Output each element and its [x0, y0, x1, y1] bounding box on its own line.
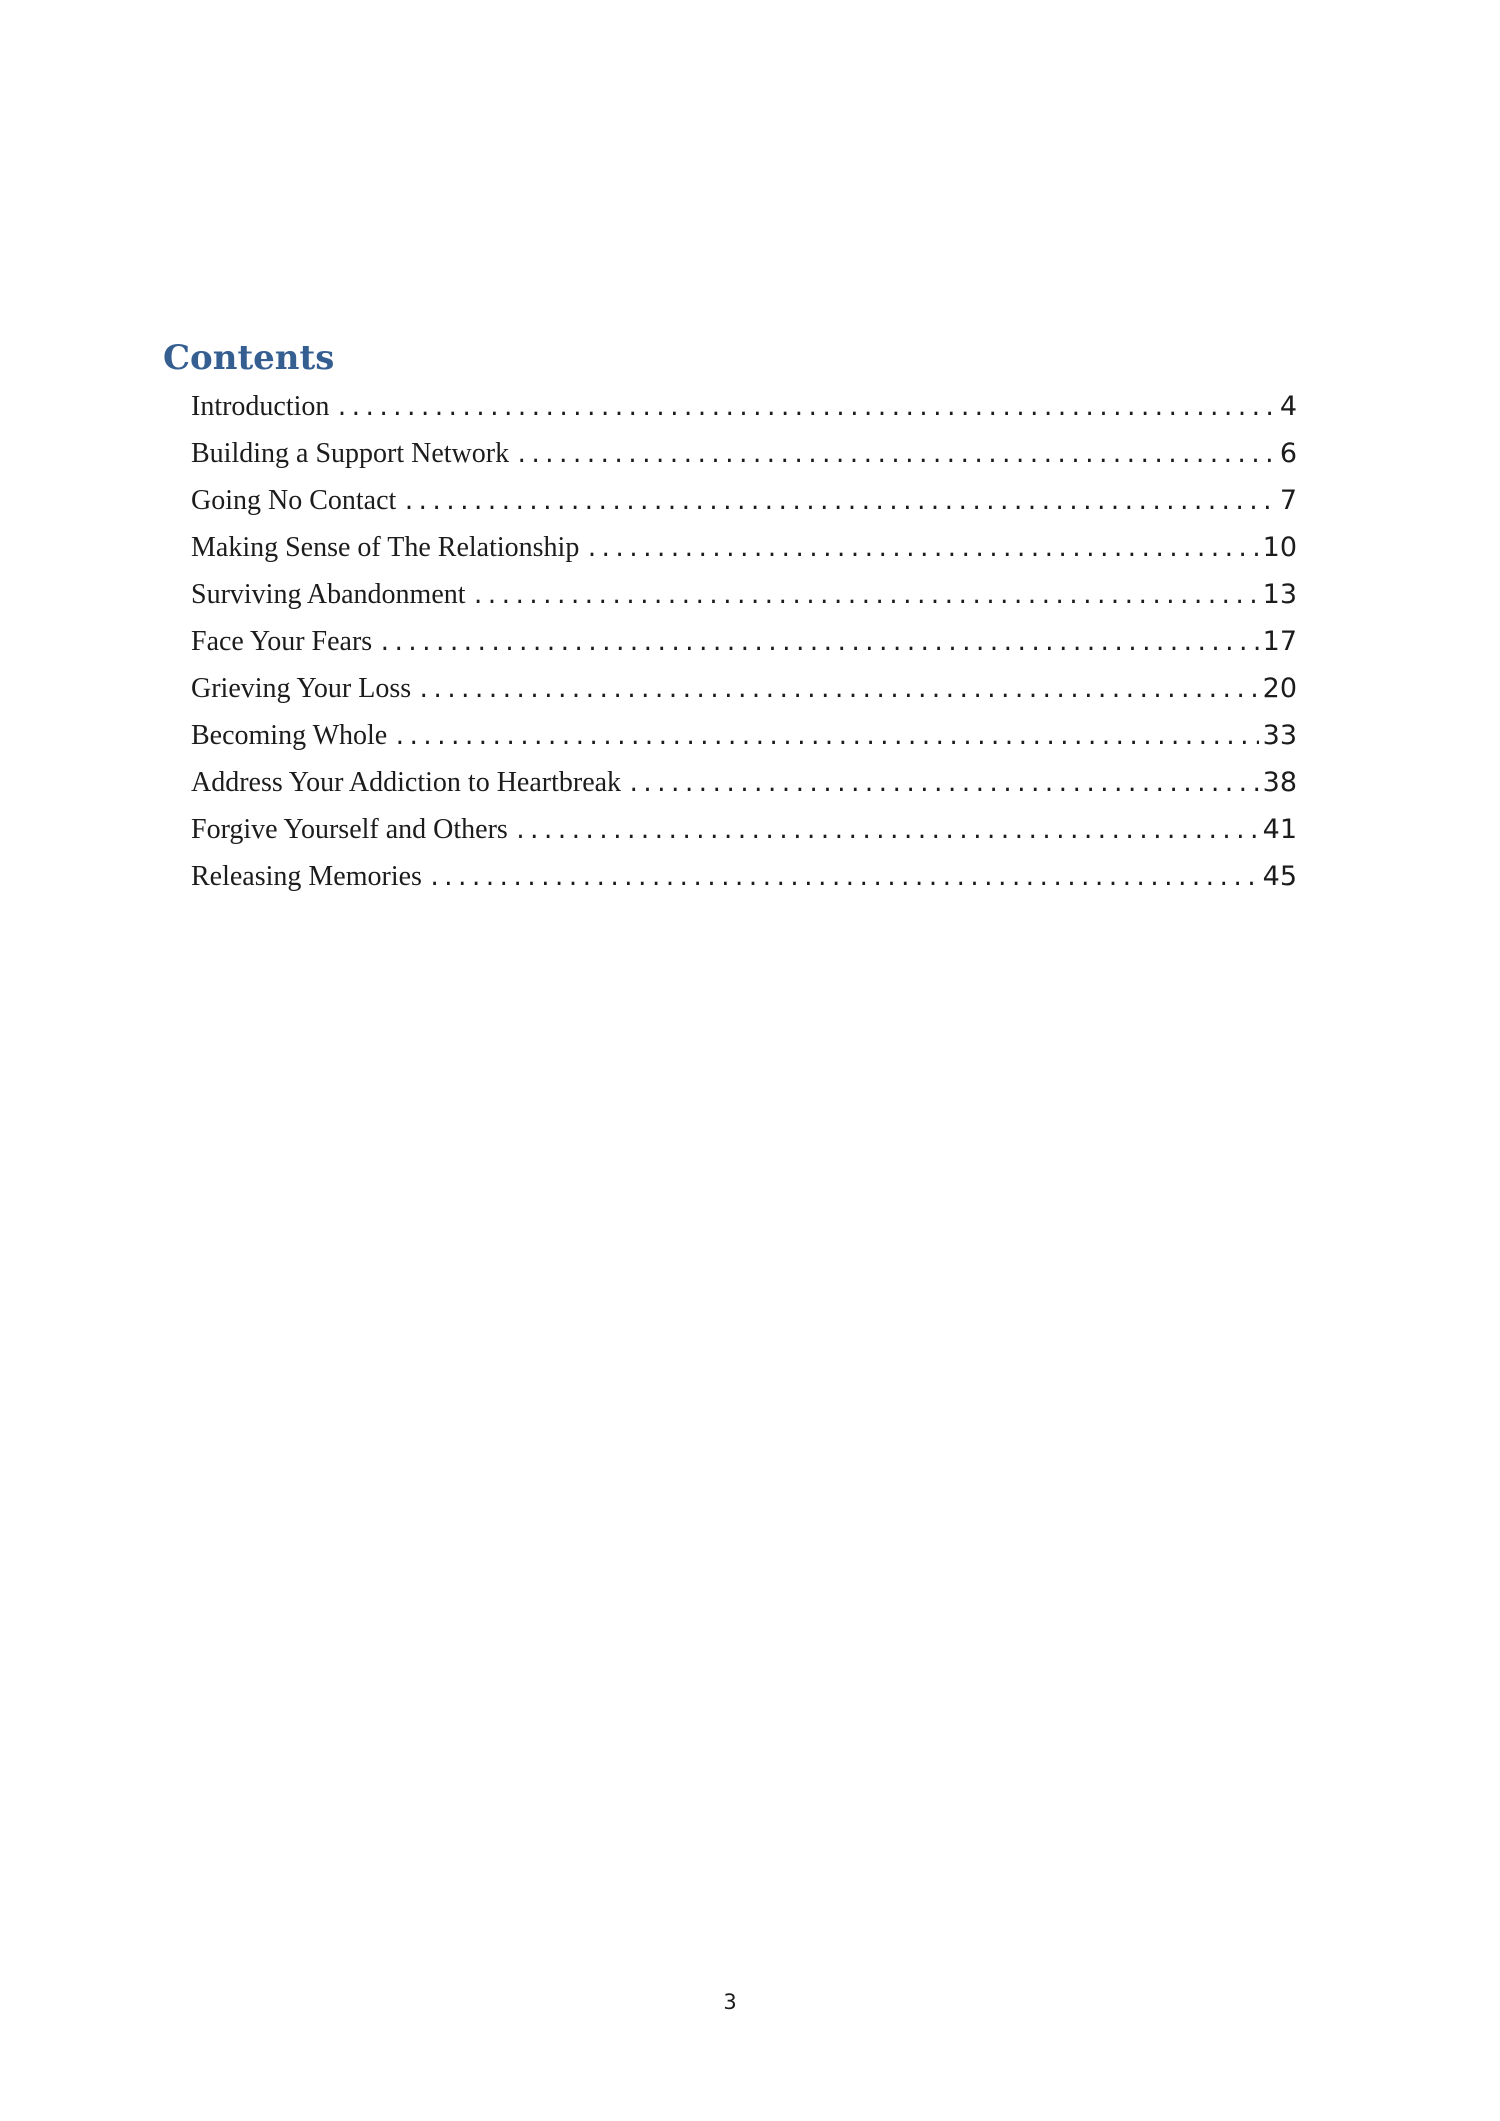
toc-entry-forgive-yourself-and-others[interactable]: [191, 806, 1297, 853]
dot-leader: [428, 855, 1259, 902]
toc-entry-introduction[interactable]: [191, 383, 1297, 430]
dot-leader: [417, 667, 1259, 714]
toc-entry-page: 10: [1262, 532, 1297, 563]
toc-entry-title: Forgive Yourself and Others: [191, 814, 508, 845]
toc-entry-building-a-support-network[interactable]: [191, 430, 1297, 477]
toc-entry-page: 13: [1262, 579, 1297, 610]
toc-entry-title: Building a Support Network: [191, 438, 510, 469]
page-number: 3: [723, 1990, 737, 2014]
toc-entry-title: Address Your Addiction to Heartbreak: [191, 767, 622, 798]
toc-entry-page: 45: [1262, 861, 1297, 892]
toc-entry-title: Going No Contact: [191, 485, 397, 516]
toc-entry-page: 7: [1279, 485, 1297, 516]
toc-entry-title: Introduction: [191, 391, 330, 422]
dot-leader: [514, 808, 1259, 855]
toc-entry-page: 38: [1262, 767, 1297, 798]
dot-leader: [585, 526, 1258, 573]
toc-entry-grieving-your-loss[interactable]: [191, 665, 1297, 712]
toc-entry-face-your-fears[interactable]: [191, 618, 1297, 665]
toc-entry-making-sense-of-the-relationship[interactable]: [191, 524, 1297, 571]
toc-entry-releasing-memories[interactable]: [191, 853, 1297, 900]
toc-entry-surviving-abandonment[interactable]: [191, 571, 1297, 618]
toc-entry-becoming-whole[interactable]: [191, 712, 1297, 759]
dot-leader: [393, 714, 1258, 761]
dot-leader: [378, 620, 1258, 667]
dot-leader: [515, 432, 1276, 479]
toc-entry-title: Grieving Your Loss: [191, 673, 412, 704]
dot-leader: [335, 385, 1275, 432]
toc-entry-page: 4: [1279, 391, 1297, 422]
toc-entry-page: 6: [1279, 438, 1297, 469]
dot-leader: [402, 479, 1276, 526]
toc-entry-title: Face Your Fears: [191, 626, 373, 657]
toc-entry-page: 33: [1262, 720, 1297, 751]
toc-entry-title: Surviving Abandonment: [191, 579, 466, 610]
toc-entry-page: 41: [1262, 814, 1297, 845]
toc-entry-title: Releasing Memories: [191, 861, 422, 892]
toc-list: [191, 383, 1297, 900]
toc-entry-address-your-addiction-to-heartbreak[interactable]: [191, 759, 1297, 806]
dot-leader: [627, 761, 1259, 808]
toc-entry-title: Becoming Whole: [191, 720, 388, 751]
toc-heading: Contents: [163, 338, 335, 378]
toc-entry-page: 20: [1262, 673, 1297, 704]
dot-leader: [472, 573, 1259, 620]
toc-entry-page: 17: [1262, 626, 1297, 657]
toc-entry-going-no-contact[interactable]: [191, 477, 1297, 524]
toc-entry-title: Making Sense of The Relationship: [191, 532, 580, 563]
